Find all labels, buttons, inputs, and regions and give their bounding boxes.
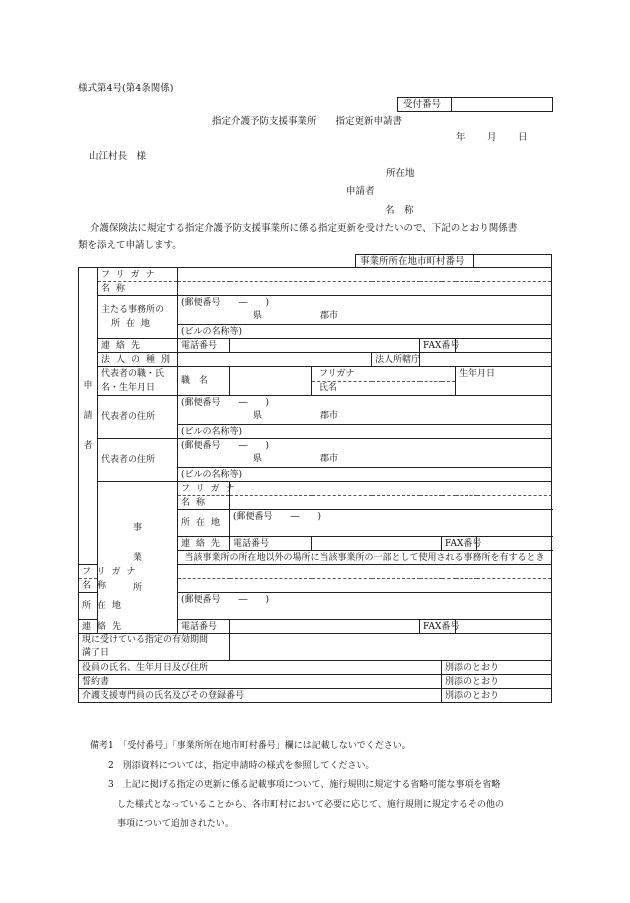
rep-address-field-1[interactable]: (郵便番号 ― ) 県 郡市 bbox=[178, 396, 552, 425]
office-fax-label: FAX番号 bbox=[442, 537, 477, 551]
date-month: 月 bbox=[487, 132, 497, 143]
officers-attachment: 別添のとおり bbox=[442, 661, 552, 675]
sub-office-contact-label: 連絡先 bbox=[79, 620, 98, 634]
care-managers-attachment: 別添のとおり bbox=[442, 689, 552, 703]
reception-box bbox=[397, 97, 553, 112]
rep-birthdate-field[interactable]: 生年月日 bbox=[456, 367, 552, 396]
applicant-fax-field[interactable] bbox=[456, 339, 552, 353]
reception-label: 受付番号 bbox=[403, 99, 442, 110]
form-number: 様式第4号(第4条関係) bbox=[78, 83, 174, 94]
applicant-label: 申請者 bbox=[346, 186, 375, 197]
office-phone-label: 電話番号 bbox=[230, 537, 312, 551]
officers-label: 役員の氏名、生年月日及び住所 bbox=[79, 661, 442, 675]
rep-furigana-field[interactable]: フリガナ bbox=[312, 367, 456, 382]
applicant-name-field[interactable] bbox=[178, 282, 552, 296]
rep-position-label: 職 名 bbox=[178, 367, 230, 396]
municipality-code-label: 事業所所在地市町村番号 bbox=[360, 256, 465, 267]
office-location-field[interactable]: (郵便番号 ― ) bbox=[230, 510, 552, 537]
rep-position-field[interactable] bbox=[230, 367, 312, 396]
sub-office-fax-label: FAX番号 bbox=[420, 620, 456, 634]
notes bbox=[90, 737, 560, 835]
rep-name-field[interactable]: 氏名 bbox=[312, 381, 456, 396]
corp-authority-field[interactable] bbox=[420, 353, 552, 367]
sub-office-name-field[interactable] bbox=[178, 579, 552, 593]
sub-office-location-field[interactable]: (郵便番号 ― ) bbox=[178, 593, 552, 620]
validity-period-label: 現に受けている指定の有効期間 満了日 bbox=[79, 634, 230, 661]
corp-type-field[interactable] bbox=[178, 353, 372, 367]
oath-label: 誓約書 bbox=[79, 675, 442, 689]
sub-office-furigana-field[interactable] bbox=[178, 565, 552, 579]
applicant-name-label: 名 称 bbox=[385, 205, 414, 216]
validity-period-field[interactable] bbox=[230, 634, 552, 661]
sub-office-furigana-label: フリガナ bbox=[79, 565, 98, 579]
main-office-building-field[interactable]: (ビルの名称等) bbox=[178, 325, 552, 339]
corp-authority-label: 法人所轄庁 bbox=[372, 353, 420, 367]
section-applicant: 申 請 者 bbox=[79, 268, 98, 565]
office-name-field[interactable] bbox=[230, 496, 552, 510]
intro-line-2: 類を添えて申請します。 bbox=[78, 240, 182, 251]
applicant-name-row-label: 名称 bbox=[98, 282, 178, 296]
care-managers-label: 介護支援専門員の氏名及びその登録番号 bbox=[79, 689, 442, 703]
applicant-phone-label: 電話番号 bbox=[178, 339, 230, 353]
applicant-address-label: 所在地 bbox=[386, 168, 415, 179]
reception-number-field[interactable] bbox=[453, 98, 551, 111]
municipality-code-box bbox=[355, 254, 552, 268]
note-3-cont-1: した様式となっていることから、各市町村において必要に応じて、施行規則に規定するその他の bbox=[90, 799, 504, 810]
sub-office-phone-field[interactable] bbox=[230, 620, 420, 634]
main-office-address-label: 主たる事務所の 所在地 bbox=[98, 296, 178, 339]
office-location-label: 所在地 bbox=[178, 510, 230, 537]
office-furigana-label: フリガナ bbox=[178, 482, 230, 496]
page-title: 指定介護予防支援事業所 指定更新申請書 bbox=[212, 116, 403, 127]
rep-building-field-1[interactable]: (ビルの名称等) bbox=[178, 425, 552, 439]
intro-line-1: 介護保険法に規定する指定介護予防支援事業所に係る指定更新を受けたいので、下記のとおり関係書 bbox=[90, 223, 518, 234]
rep-building-field-2[interactable]: (ビルの名称等) bbox=[178, 468, 552, 482]
note-3-cont-2: 事項について追加されたい。 bbox=[90, 819, 234, 829]
office-phone-field[interactable] bbox=[312, 537, 442, 551]
note-3: 3 上記に掲げる指定の更新に係る記載事項について、施行規則に規定する省略可能な事項を省略 bbox=[90, 780, 501, 790]
main-office-address-field[interactable]: (郵便番号 ― ) 県 郡市 bbox=[178, 296, 552, 325]
note-2: 2 別添資料については、指定申請時の様式を参照してください。 bbox=[90, 760, 375, 771]
office-name-label: 名称 bbox=[178, 496, 230, 510]
sub-office-name-label: 名称 bbox=[79, 579, 98, 593]
rep-address-label-2: 代表者の住所 bbox=[98, 439, 178, 482]
office-contact-label: 連絡先 bbox=[178, 537, 230, 551]
date-year: 年 bbox=[456, 132, 466, 143]
applicant-fax-label: FAX番号 bbox=[420, 339, 456, 353]
oath-attachment: 別添のとおり bbox=[442, 675, 552, 689]
applicant-furigana-field[interactable] bbox=[178, 268, 552, 282]
applicant-phone-field[interactable] bbox=[230, 339, 420, 353]
sub-office-location-label: 所在地 bbox=[79, 593, 98, 620]
corp-type-label: 法人の種別 bbox=[98, 353, 178, 367]
office-furigana-field[interactable] bbox=[230, 482, 552, 496]
note-1: 備考1 「受付番号」「事業所所在地市町村番号」欄には記載しないでください。 bbox=[90, 741, 411, 751]
applicant-furigana-label: フリガナ bbox=[98, 268, 178, 282]
office-fax-field[interactable] bbox=[477, 537, 552, 551]
rep-info-label: 代表者の職・氏 名・生年月日 bbox=[98, 367, 178, 396]
addressee: 山江村長 様 bbox=[89, 151, 147, 162]
sub-office-fax-field[interactable] bbox=[456, 620, 552, 634]
applicant-contact-label: 連絡先 bbox=[98, 339, 178, 353]
date-day: 日 bbox=[518, 132, 528, 143]
section-office: 事 業 所 bbox=[98, 482, 178, 634]
rep-address-field-2[interactable]: (郵便番号 ― ) 県 郡市 bbox=[178, 439, 552, 468]
sub-office-phone-label: 電話番号 bbox=[178, 620, 230, 634]
application-form-table bbox=[78, 267, 552, 703]
rep-address-label-1: 代表者の住所 bbox=[98, 396, 178, 439]
other-use-heading: 当該事業所の所在地以外の場所に当該事業所の一部として使用される事務所を有するとき bbox=[178, 551, 552, 565]
